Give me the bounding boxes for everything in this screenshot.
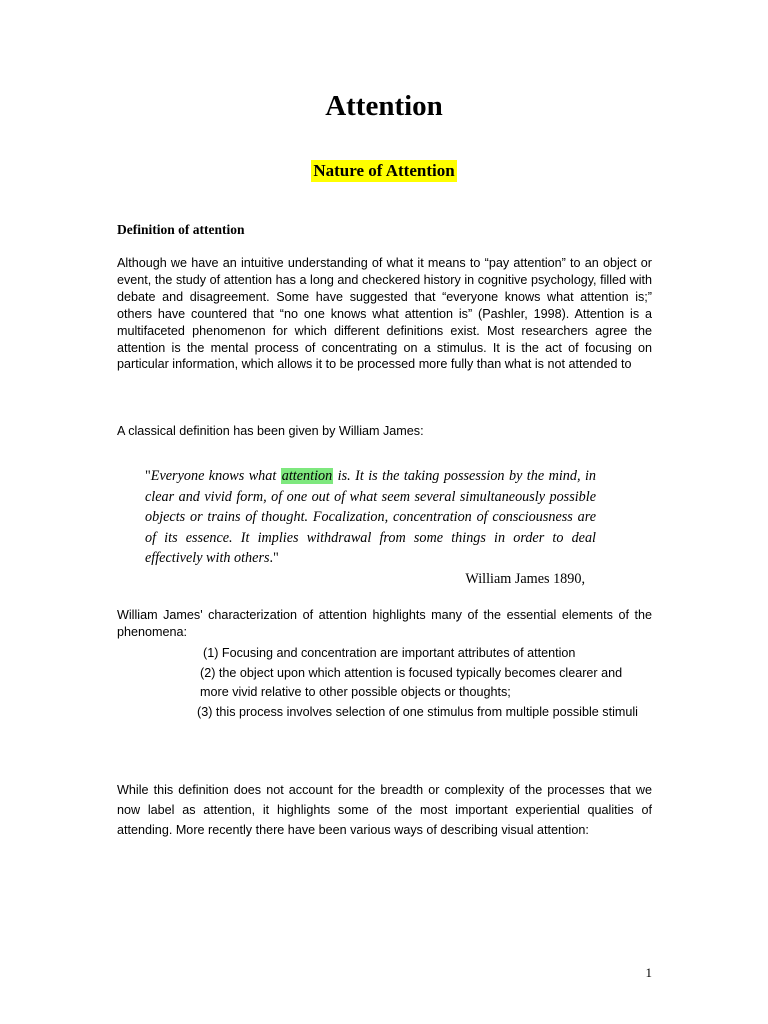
document-subtitle: Nature of Attention	[313, 161, 455, 180]
paragraph-intro: Although we have an intuitive understanding of what it means to “pay attention” to an object or event, the study of attention has a long and checkered history in cognitive psychology, filled with debate and disagreement. Some have suggested that “everyone knows what attention is;” others have countered that “no one knows what attention is” (Pashler, 1998). Attention is a multifaceted phenomenon for which different definitions exist. Most researchers agree the attention is the mental process of concentrating on a stimulus. It is the act of focusing on particular information, which allows it to be processed more fully than what is not attended to	[117, 256, 652, 372]
quote-open-mark: "	[145, 468, 151, 484]
quote-text-after: is. It is the taking possession by the mind, in clear and vivid form, of one out of what seem several simultaneously possible objects or trains of thought. Focalization, concentration of consciousness are of its essence. It implies withdrawal from some things in order to deal effectively with others	[145, 468, 596, 566]
quote-attribution: William James 1890,	[465, 571, 585, 587]
quote-text-before: Everyone knows what	[150, 468, 281, 484]
paragraph-characterization: William James' characterization of attention highlights many of the essential elements of the phenomena:	[117, 608, 652, 639]
attributes-list	[197, 644, 652, 722]
quote-close-mark: ."	[269, 550, 279, 566]
block-quote	[145, 466, 596, 569]
paragraph-classical-definition: A classical definition has been given by William James:	[117, 424, 424, 438]
quote-highlighted-word: attention	[281, 468, 333, 484]
subtitle-container	[0, 160, 768, 182]
list-item: (2) the object upon which attention is focused typically becomes clearer and more vivid relative to other possible objects or thoughts;	[200, 665, 623, 699]
section-heading: Definition of attention	[117, 222, 245, 237]
list-item: (1) Focusing and concentration are important attributes of attention	[203, 646, 576, 660]
page-number: 1	[645, 965, 652, 980]
list-item: (3) this process involves selection of one stimulus from multiple possible stimuli	[197, 704, 638, 719]
document-title: Attention	[325, 90, 443, 122]
paragraph-breadth: While this definition does not account for the breadth or complexity of the processes that we now label as attention, it highlights some of the most important experiential qualities of attending. More recently there have been various ways of describing visual attention:	[117, 783, 652, 837]
